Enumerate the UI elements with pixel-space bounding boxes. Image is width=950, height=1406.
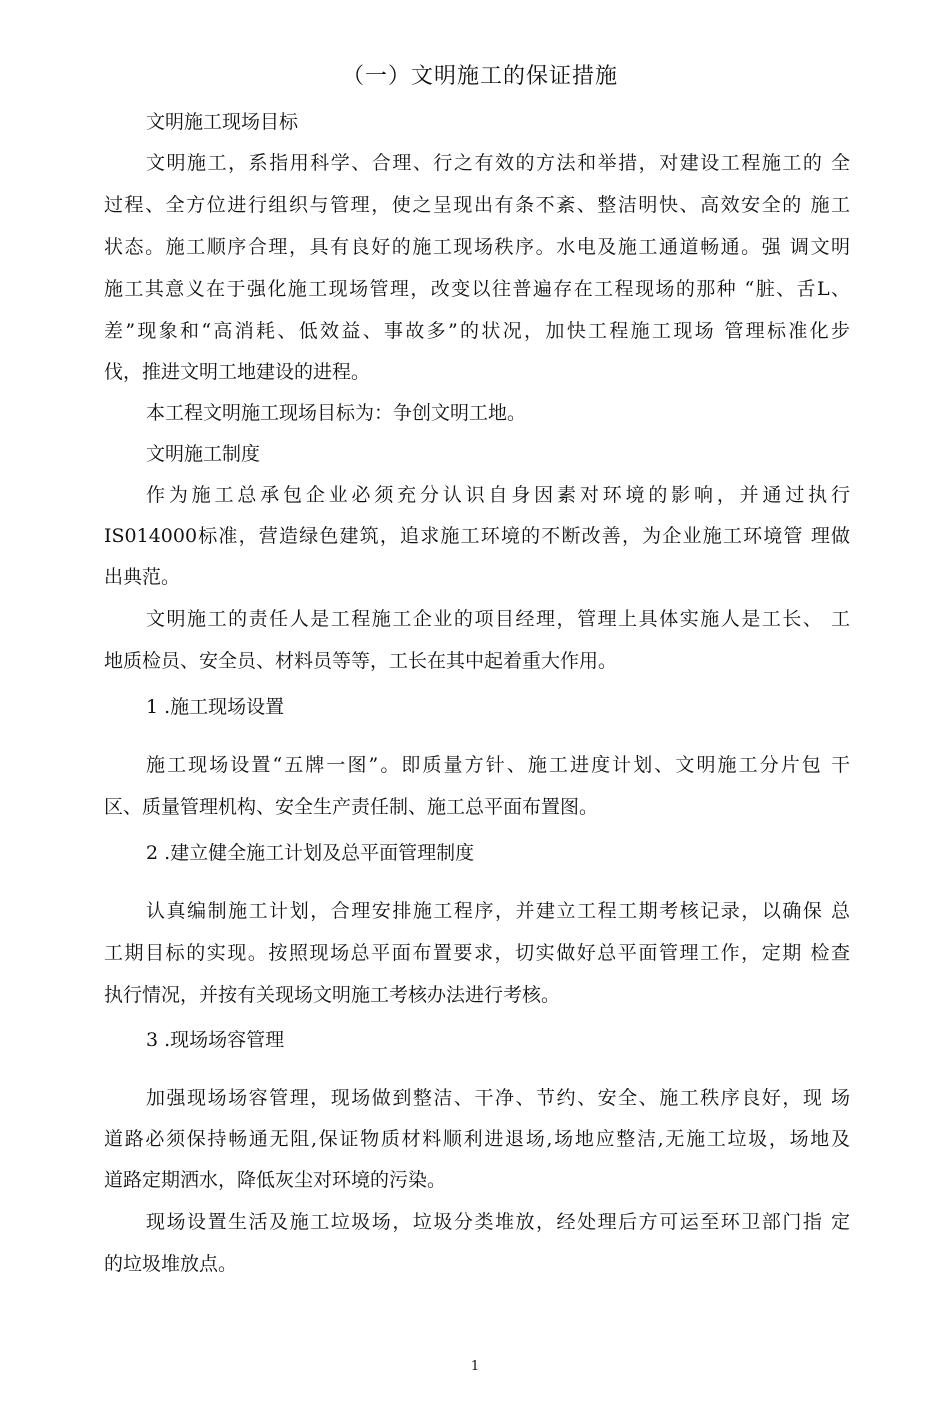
page-number: 1 [470, 1359, 480, 1374]
paragraph-line: 出典范。 [104, 566, 181, 588]
section-heading-site-setup: 1 .施工现场设置 [146, 696, 285, 718]
section-heading-site-appearance: 3 .现场场容管理 [146, 1029, 285, 1051]
paragraph-line: 差”现象和“高消耗、低效益、事故多”的状况，加快工程施工现场 管理标准化步 [104, 320, 850, 342]
paragraph-line: 的垃圾堆放点。 [104, 1253, 238, 1275]
paragraph-line: 现场设置生活及施工垃圾场，垃圾分类堆放，经处理后方可运至环卫部门指 定 [146, 1211, 850, 1233]
section-heading-plan-management: 2 .建立健全施工计划及总平面管理制度 [146, 842, 475, 864]
section-heading-site-goal: 文明施工现场目标 [146, 111, 299, 133]
paragraph-line: 文明施工的责任人是工程施工企业的项目经理，管理上具体实施人是工长、 工 [146, 608, 850, 630]
paragraph-line: 过程、全方位进行组织与管理，使之呈现出有条不紊、整洁明快、高效安全的 施工 [104, 194, 850, 216]
document-title: （一）文明施工的保证措施 [341, 64, 618, 89]
paragraph-line: 道路定期洒水，降低灰尘对环境的污染。 [104, 1169, 447, 1191]
paragraph-line: 文明施工，系指用科学、合理、行之有效的方法和举措，对建设工程施工的 全 [146, 152, 850, 174]
paragraph-line: 状态。施工顺序合理，具有良好的施工现场秩序。水电及施工通道畅通。强 调文明 [104, 236, 850, 258]
paragraph-line: 工期目标的实现。按照现场总平面布置要求，切实做好总平面管理工作，定期 检查 [104, 942, 850, 964]
paragraph-line: 作为施工总承包企业必须充分认识自身因素对环境的影响，并通过执行 [146, 484, 850, 506]
paragraph-line: 伐，推进文明工地建设的进程。 [104, 361, 371, 383]
paragraph-line: 施工现场设置“五牌一图”。即质量方针、施工进度计划、文明施工分片包 干 [146, 754, 850, 776]
paragraph-line: 道路必须保持畅通无阻,保证物质材料顺利进退场,场地应整洁,无施工垃圾，场地及 [104, 1128, 850, 1150]
section-heading-system: 文明施工制度 [146, 443, 261, 465]
paragraph-line: 地质检员、安全员、材料员等等，工长在其中起着重大作用。 [104, 650, 618, 672]
paragraph-line: 认真编制施工计划，合理安排施工程序，并建立工程工期考核记录，以确保 总 [146, 900, 850, 922]
paragraph-line: 加强现场场容管理，现场做到整洁、干净、节约、安全、施工秩序良好，现 场 [146, 1087, 850, 1109]
paragraph-line: 施工其意义在于强化施工现场管理，改变以往普遍存在工程现场的那种 “脏、舌L、 [104, 278, 850, 300]
paragraph-line: 本工程文明施工现场目标为：争创文明工地。 [146, 402, 527, 424]
paragraph-line: 执行情况，并按有关现场文明施工考核办法进行考核。 [104, 984, 561, 1006]
paragraph-line: IS014000标准，营造绿色建筑，追求施工环境的不断改善，为企业施工环境管 理做 [104, 525, 850, 547]
paragraph-line: 区、质量管理机构、安全生产责任制、施工总平面布置图。 [104, 796, 599, 818]
